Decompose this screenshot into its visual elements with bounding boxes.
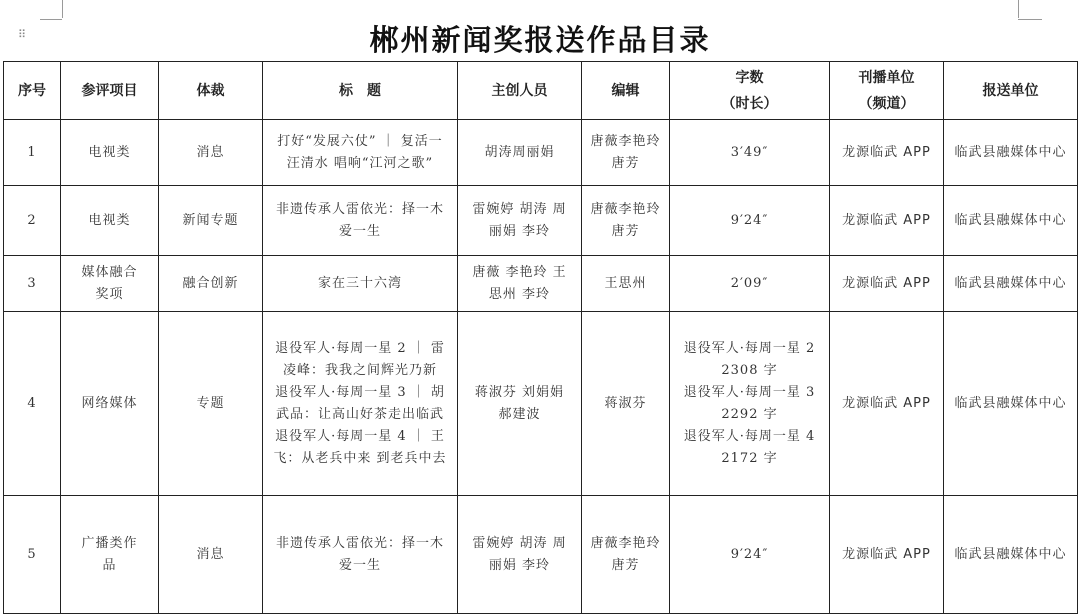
header-outlet-line1: 刊播单位 (858, 69, 915, 86)
header-genre: 体裁 (159, 62, 263, 120)
cell-creators-line: 思州 李玲 (488, 286, 551, 302)
cell-length-line: 9′24″ (730, 212, 769, 228)
cell-editor-line: 唐芳 (611, 155, 640, 171)
cell-editor (582, 496, 670, 614)
cell-creators (458, 496, 582, 614)
header-outlet-line2: （频道） (858, 95, 915, 112)
cell-headline-line: 非遗传承人雷依光：择一木 (275, 201, 444, 217)
cell-seq: 1 (4, 120, 61, 186)
cell-genre-line: 融合创新 (182, 275, 239, 291)
cell-creators-line: 胡涛周丽娟 (484, 144, 555, 160)
cell-submitter: 临武县融媒体中心 (944, 256, 1078, 312)
table-row (4, 312, 1078, 496)
header-category: 参评项目 (61, 62, 159, 120)
header-outlet (830, 62, 944, 120)
cell-headline (263, 186, 458, 256)
cell-headline-line: 爱一生 (338, 557, 381, 573)
header-headline: 标 题 (263, 62, 458, 120)
cell-seq: 2 (4, 186, 61, 256)
cell-creators-line: 丽娟 李玲 (488, 557, 551, 573)
cell-outlet: 龙源临武 APP (830, 256, 944, 312)
cell-genre (159, 186, 263, 256)
table-row (4, 256, 1078, 312)
cell-category-line: 奖项 (95, 286, 124, 302)
cell-length (670, 120, 830, 186)
cell-editor (582, 186, 670, 256)
cell-category (61, 496, 159, 614)
cell-creators-line: 雷婉婷 胡涛 周 (472, 201, 567, 217)
cell-length-line: 2′09″ (730, 275, 769, 291)
cell-seq: 4 (4, 312, 61, 496)
cell-category-line: 品 (102, 557, 117, 573)
cell-creators (458, 256, 582, 312)
cell-seq: 3 (4, 256, 61, 312)
cell-category-line: 广播类作 (81, 535, 138, 551)
cell-seq: 5 (4, 496, 61, 614)
cell-submitter: 临武县融媒体中心 (944, 120, 1078, 186)
cell-headline (263, 496, 458, 614)
table-row (4, 120, 1078, 186)
header-seq: 序号 (4, 62, 61, 120)
cell-editor-line: 王思州 (604, 275, 647, 291)
cell-editor-line: 唐芳 (611, 557, 640, 573)
cell-creators-line: 丽娟 李玲 (488, 223, 551, 239)
cell-editor-line: 唐薇李艳玲 (590, 535, 661, 551)
cell-length-line: 退役军人·每周一星 3 (683, 384, 816, 400)
table-header-row (4, 62, 1078, 120)
cell-creators-line: 郝建波 (498, 406, 541, 422)
cell-outlet: 龙源临武 APP (830, 186, 944, 256)
table-row (4, 186, 1078, 256)
cell-category (61, 312, 159, 496)
cell-category (61, 120, 159, 186)
cell-creators-line: 唐薇 李艳玲 王 (472, 264, 567, 280)
cell-outlet: 龙源临武 APP (830, 496, 944, 614)
cell-genre-line: 专题 (196, 395, 225, 411)
cell-submitter: 临武县融媒体中心 (944, 496, 1078, 614)
cell-genre (159, 256, 263, 312)
cell-category-line: 网络媒体 (81, 395, 138, 411)
cell-headline-line: 飞：从老兵中来 到老兵中去 (273, 450, 447, 466)
cell-genre-line: 消息 (196, 546, 225, 562)
cell-editor (582, 120, 670, 186)
cell-genre (159, 496, 263, 614)
cell-creators-line: 蒋淑芬 刘娟娟 (474, 384, 565, 400)
cell-headline-line: 非遗传承人雷依光：择一木 (275, 535, 444, 551)
cell-submitter: 临武县融媒体中心 (944, 312, 1078, 496)
cell-editor-line: 蒋淑芬 (604, 395, 647, 411)
cell-length (670, 496, 830, 614)
cell-genre-line: 消息 (196, 144, 225, 160)
cell-category-line: 电视类 (88, 144, 131, 160)
cell-category (61, 186, 159, 256)
cell-editor-line: 唐薇李艳玲 (590, 133, 661, 149)
cell-length (670, 186, 830, 256)
table-row (4, 496, 1078, 614)
cell-headline-line: 爱一生 (338, 223, 381, 239)
cell-creators (458, 312, 582, 496)
cell-length-line: 3′49″ (730, 144, 769, 160)
cell-outlet: 龙源临武 APP (830, 312, 944, 496)
cell-headline-line: 凌峰：我我之间辉光乃新 (282, 362, 437, 378)
cell-editor-line: 唐薇李艳玲 (590, 201, 661, 217)
crop-mark-top-right (1018, 0, 1020, 18)
cell-headline (263, 312, 458, 496)
header-length-line2: （时长） (721, 95, 778, 112)
document-title: 郴州新闻奖报送作品目录 (369, 23, 711, 57)
cell-editor-line: 唐芳 (611, 223, 640, 239)
cell-editor (582, 312, 670, 496)
cell-creators (458, 120, 582, 186)
cell-editor (582, 256, 670, 312)
header-length-line1: 字数 (735, 69, 764, 86)
cell-headline-line: 退役军人·每周一星 4 ｜ 王 (275, 428, 445, 444)
cell-headline (263, 120, 458, 186)
cell-headline-line: 退役军人·每周一星 2 ｜ 雷 (275, 340, 445, 356)
cell-creators-line: 雷婉婷 胡涛 周 (472, 535, 567, 551)
cell-genre (159, 120, 263, 186)
table-move-handle-icon[interactable]: ⠿ (18, 28, 28, 41)
cell-genre (159, 312, 263, 496)
header-creators: 主创人员 (458, 62, 582, 120)
submission-table (3, 61, 1078, 614)
cell-category-line: 电视类 (88, 212, 131, 228)
cell-headline-line: 武品：让高山好茶走出临武 (275, 406, 444, 422)
cell-headline-line: 退役军人·每周一星 3 ｜ 胡 (275, 384, 445, 400)
cell-headline (263, 256, 458, 312)
cell-category (61, 256, 159, 312)
cell-genre-line: 新闻专题 (182, 212, 239, 228)
header-length (670, 62, 830, 120)
cell-outlet: 龙源临武 APP (830, 120, 944, 186)
cell-length (670, 312, 830, 496)
cell-length-line: 2172 字 (721, 450, 778, 466)
cell-length (670, 256, 830, 312)
cell-category-line: 媒体融合 (81, 264, 138, 280)
cell-length-line: 2308 字 (721, 362, 778, 378)
cell-creators (458, 186, 582, 256)
cell-submitter: 临武县融媒体中心 (944, 186, 1078, 256)
cell-headline-line: 汪清水 唱响“江河之歌” (286, 155, 434, 171)
cell-length-line: 2292 字 (721, 406, 778, 422)
header-submitter: 报送单位 (944, 62, 1078, 120)
cell-headline-line: 家在三十六湾 (317, 275, 402, 291)
header-editor: 编辑 (582, 62, 670, 120)
cell-length-line: 9′24″ (730, 546, 769, 562)
cell-length-line: 退役军人·每周一星 2 (683, 340, 816, 356)
crop-mark-top-left (56, 0, 63, 18)
cell-length-line: 退役军人·每周一星 4 (683, 428, 816, 444)
cell-headline-line: 打好“发展六仗” ｜ 复活一 (277, 133, 443, 149)
